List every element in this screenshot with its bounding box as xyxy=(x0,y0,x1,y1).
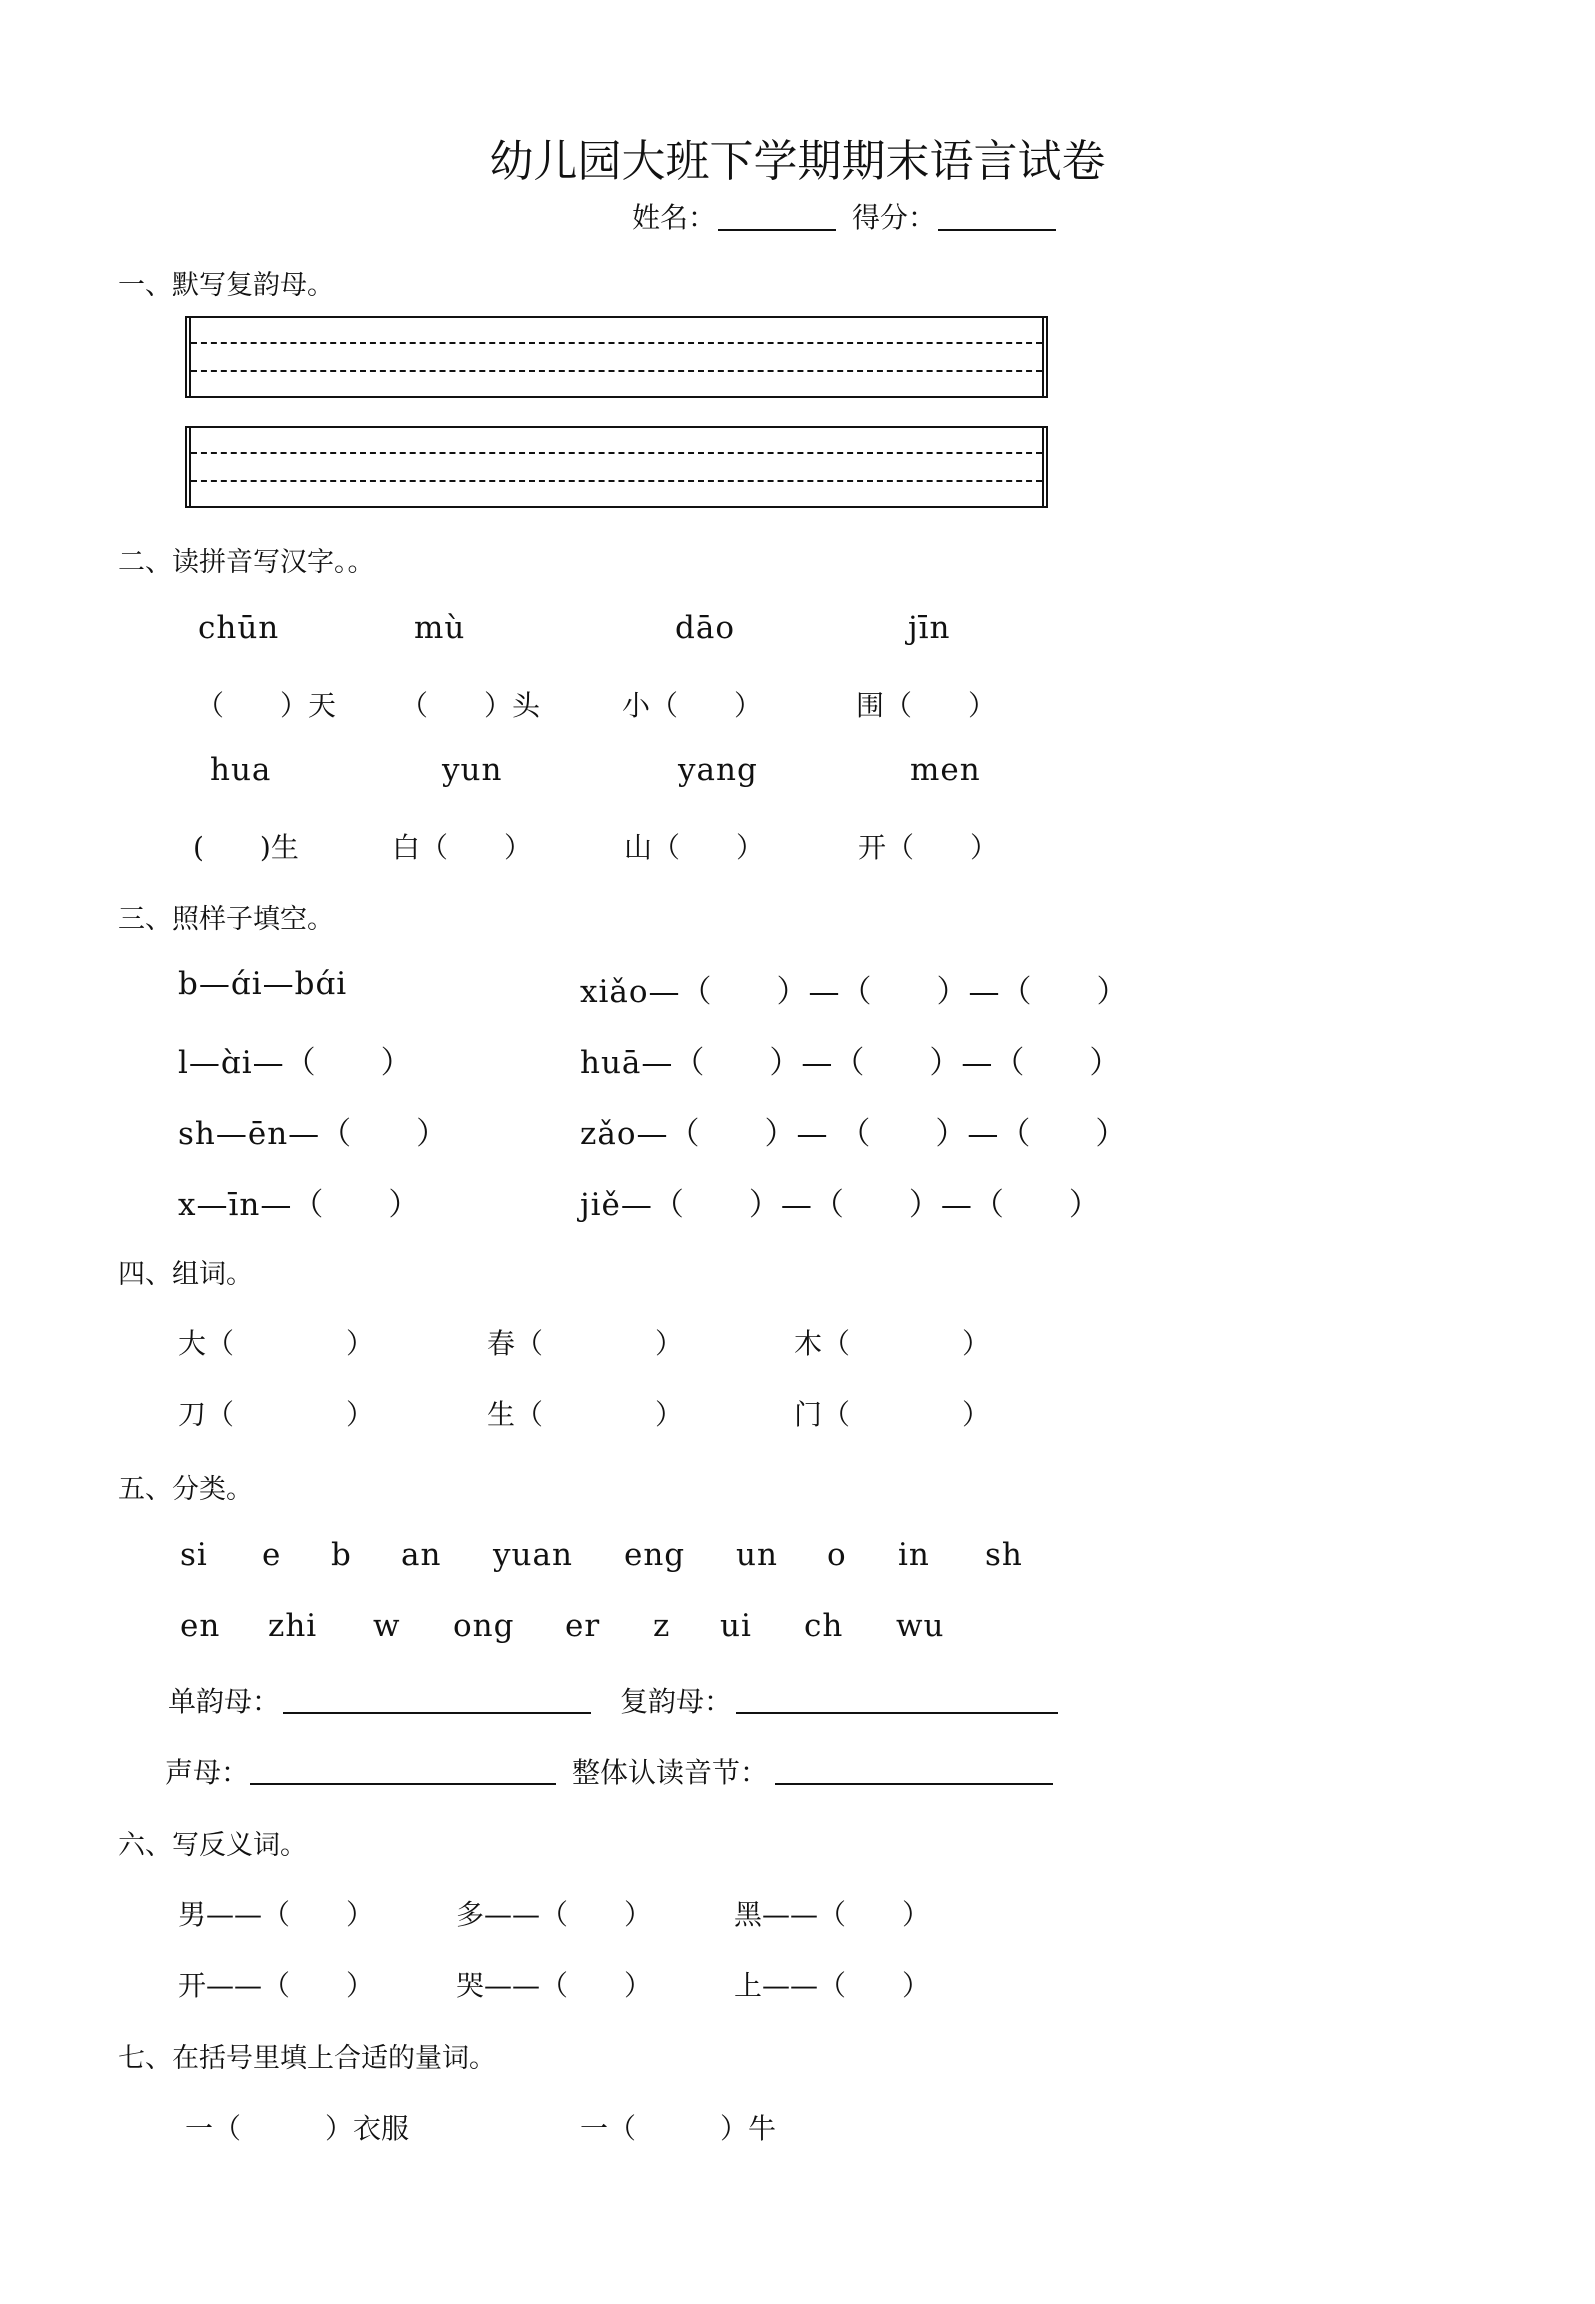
compound-vowel-label: 复韵母： xyxy=(620,1685,733,1718)
section-5-heading: 五、分类。 xyxy=(118,1474,253,1505)
grid-dashed-line xyxy=(191,480,1042,482)
pinyin-token: ch xyxy=(804,1608,844,1644)
word-item[interactable]: 木（ ） xyxy=(794,1327,991,1360)
fill-item[interactable]: 白（ ） xyxy=(392,831,533,864)
section-7-heading: 七、在括号里填上合适的量词。 xyxy=(118,2043,496,2074)
pattern-item[interactable]: sh—ēn—（ ） xyxy=(178,1116,449,1152)
pinyin-token: en xyxy=(180,1608,221,1644)
pinyin-token: er xyxy=(565,1608,601,1644)
pinyin: jīn xyxy=(908,610,951,646)
single-vowel-blank[interactable] xyxy=(283,1712,591,1714)
fill-item[interactable]: 山（ ） xyxy=(624,831,765,864)
pinyin: dāo xyxy=(675,610,735,646)
word-item[interactable]: 大（ ） xyxy=(178,1327,375,1360)
fill-item[interactable]: 小（ ） xyxy=(622,689,763,722)
measure-word-item[interactable]: 一（ ）衣服 xyxy=(185,2112,410,2145)
fill-item[interactable]: （ ）天 xyxy=(196,689,337,722)
pinyin: yang xyxy=(678,752,758,788)
section-3-heading: 三、照样子填空。 xyxy=(118,904,334,935)
pinyin-token: z xyxy=(653,1608,671,1644)
pinyin-token: yuan xyxy=(493,1537,573,1573)
grid-edge xyxy=(1042,428,1044,506)
pinyin-token: in xyxy=(898,1537,930,1573)
pattern-item[interactable]: huā—（ ）—（ ）—（ ） xyxy=(580,1045,1122,1081)
antonym-item[interactable]: 开——（ ） xyxy=(178,1969,375,2002)
antonym-item[interactable]: 黑——（ ） xyxy=(734,1898,931,1931)
pinyin-token: si xyxy=(180,1537,208,1573)
grid-edge xyxy=(1042,318,1044,396)
pinyin-token: wu xyxy=(896,1608,945,1644)
pinyin: yun xyxy=(442,752,503,788)
grid-dashed-line xyxy=(191,370,1042,372)
score-blank[interactable] xyxy=(938,229,1056,231)
antonym-item[interactable]: 哭——（ ） xyxy=(456,1969,653,2002)
initial-label: 声母： xyxy=(165,1756,250,1789)
pattern-item[interactable]: zǎo—（ ）— （ ）—（ ） xyxy=(580,1116,1128,1152)
pattern-example: b—ɑ́i—bɑ́i xyxy=(178,966,348,1002)
antonym-item[interactable]: 上——（ ） xyxy=(734,1969,931,2002)
antonym-item[interactable]: 多——（ ） xyxy=(456,1898,653,1931)
whole-syllable-blank[interactable] xyxy=(775,1783,1053,1785)
pinyin: mù xyxy=(414,610,466,646)
pinyin: chūn xyxy=(198,610,280,646)
pinyin: hua xyxy=(210,752,272,788)
pinyin-token: w xyxy=(373,1608,401,1644)
fill-item[interactable]: 开（ ） xyxy=(858,831,999,864)
pattern-item[interactable]: x—īn—（ ） xyxy=(178,1187,421,1223)
compound-vowel-blank[interactable] xyxy=(736,1712,1058,1714)
writing-grid-1[interactable] xyxy=(185,316,1048,398)
pinyin-token: ong xyxy=(453,1608,515,1644)
pinyin-token: e xyxy=(262,1537,282,1573)
pattern-item[interactable]: xiǎo—（ ）—（ ）—（ ） xyxy=(580,974,1129,1010)
word-item[interactable]: 春（ ） xyxy=(487,1327,684,1360)
initial-blank[interactable] xyxy=(250,1783,556,1785)
word-item[interactable]: 刀（ ） xyxy=(178,1398,375,1431)
pinyin-token: un xyxy=(736,1537,778,1573)
pinyin-token: eng xyxy=(624,1537,686,1573)
score-label: 得分： xyxy=(852,201,937,234)
fill-item[interactable]: 围（ ） xyxy=(856,689,997,722)
pinyin-token: sh xyxy=(985,1537,1023,1573)
section-1-heading: 一、默写复韵母。 xyxy=(118,270,334,301)
pinyin-token: ui xyxy=(720,1608,752,1644)
measure-word-item[interactable]: 一（ ）牛 xyxy=(580,2112,777,2145)
grid-dashed-line xyxy=(191,342,1042,344)
name-label: 姓名： xyxy=(632,201,717,234)
pattern-item[interactable]: jiě—（ ）—（ ）—（ ） xyxy=(580,1187,1101,1223)
fill-item[interactable]: ( )生 xyxy=(193,831,299,864)
section-4-heading: 四、组词。 xyxy=(118,1259,253,1290)
name-blank[interactable] xyxy=(718,229,836,231)
pinyin-token: b xyxy=(331,1537,352,1573)
section-6-heading: 六、写反义词。 xyxy=(118,1830,307,1861)
page-title: 幼儿园大班下学期期末语言试卷 xyxy=(489,136,1106,187)
grid-dashed-line xyxy=(191,452,1042,454)
pinyin-token: o xyxy=(827,1537,847,1573)
whole-syllable-label: 整体认读音节： xyxy=(572,1756,769,1789)
grid-edge xyxy=(189,428,191,506)
grid-edge xyxy=(189,318,191,396)
pinyin-token: zhi xyxy=(268,1608,318,1644)
antonym-item[interactable]: 男——（ ） xyxy=(178,1898,375,1931)
section-2-heading: 二、读拼音写汉字。。 xyxy=(118,547,375,578)
fill-item[interactable]: （ ）头 xyxy=(400,689,541,722)
pinyin-token: an xyxy=(401,1537,442,1573)
word-item[interactable]: 门（ ） xyxy=(794,1398,991,1431)
single-vowel-label: 单韵母： xyxy=(168,1685,281,1718)
pattern-item[interactable]: l—ɑ̀i—（ ） xyxy=(178,1045,413,1081)
pinyin: men xyxy=(910,752,981,788)
word-item[interactable]: 生（ ） xyxy=(487,1398,684,1431)
writing-grid-2[interactable] xyxy=(185,426,1048,508)
